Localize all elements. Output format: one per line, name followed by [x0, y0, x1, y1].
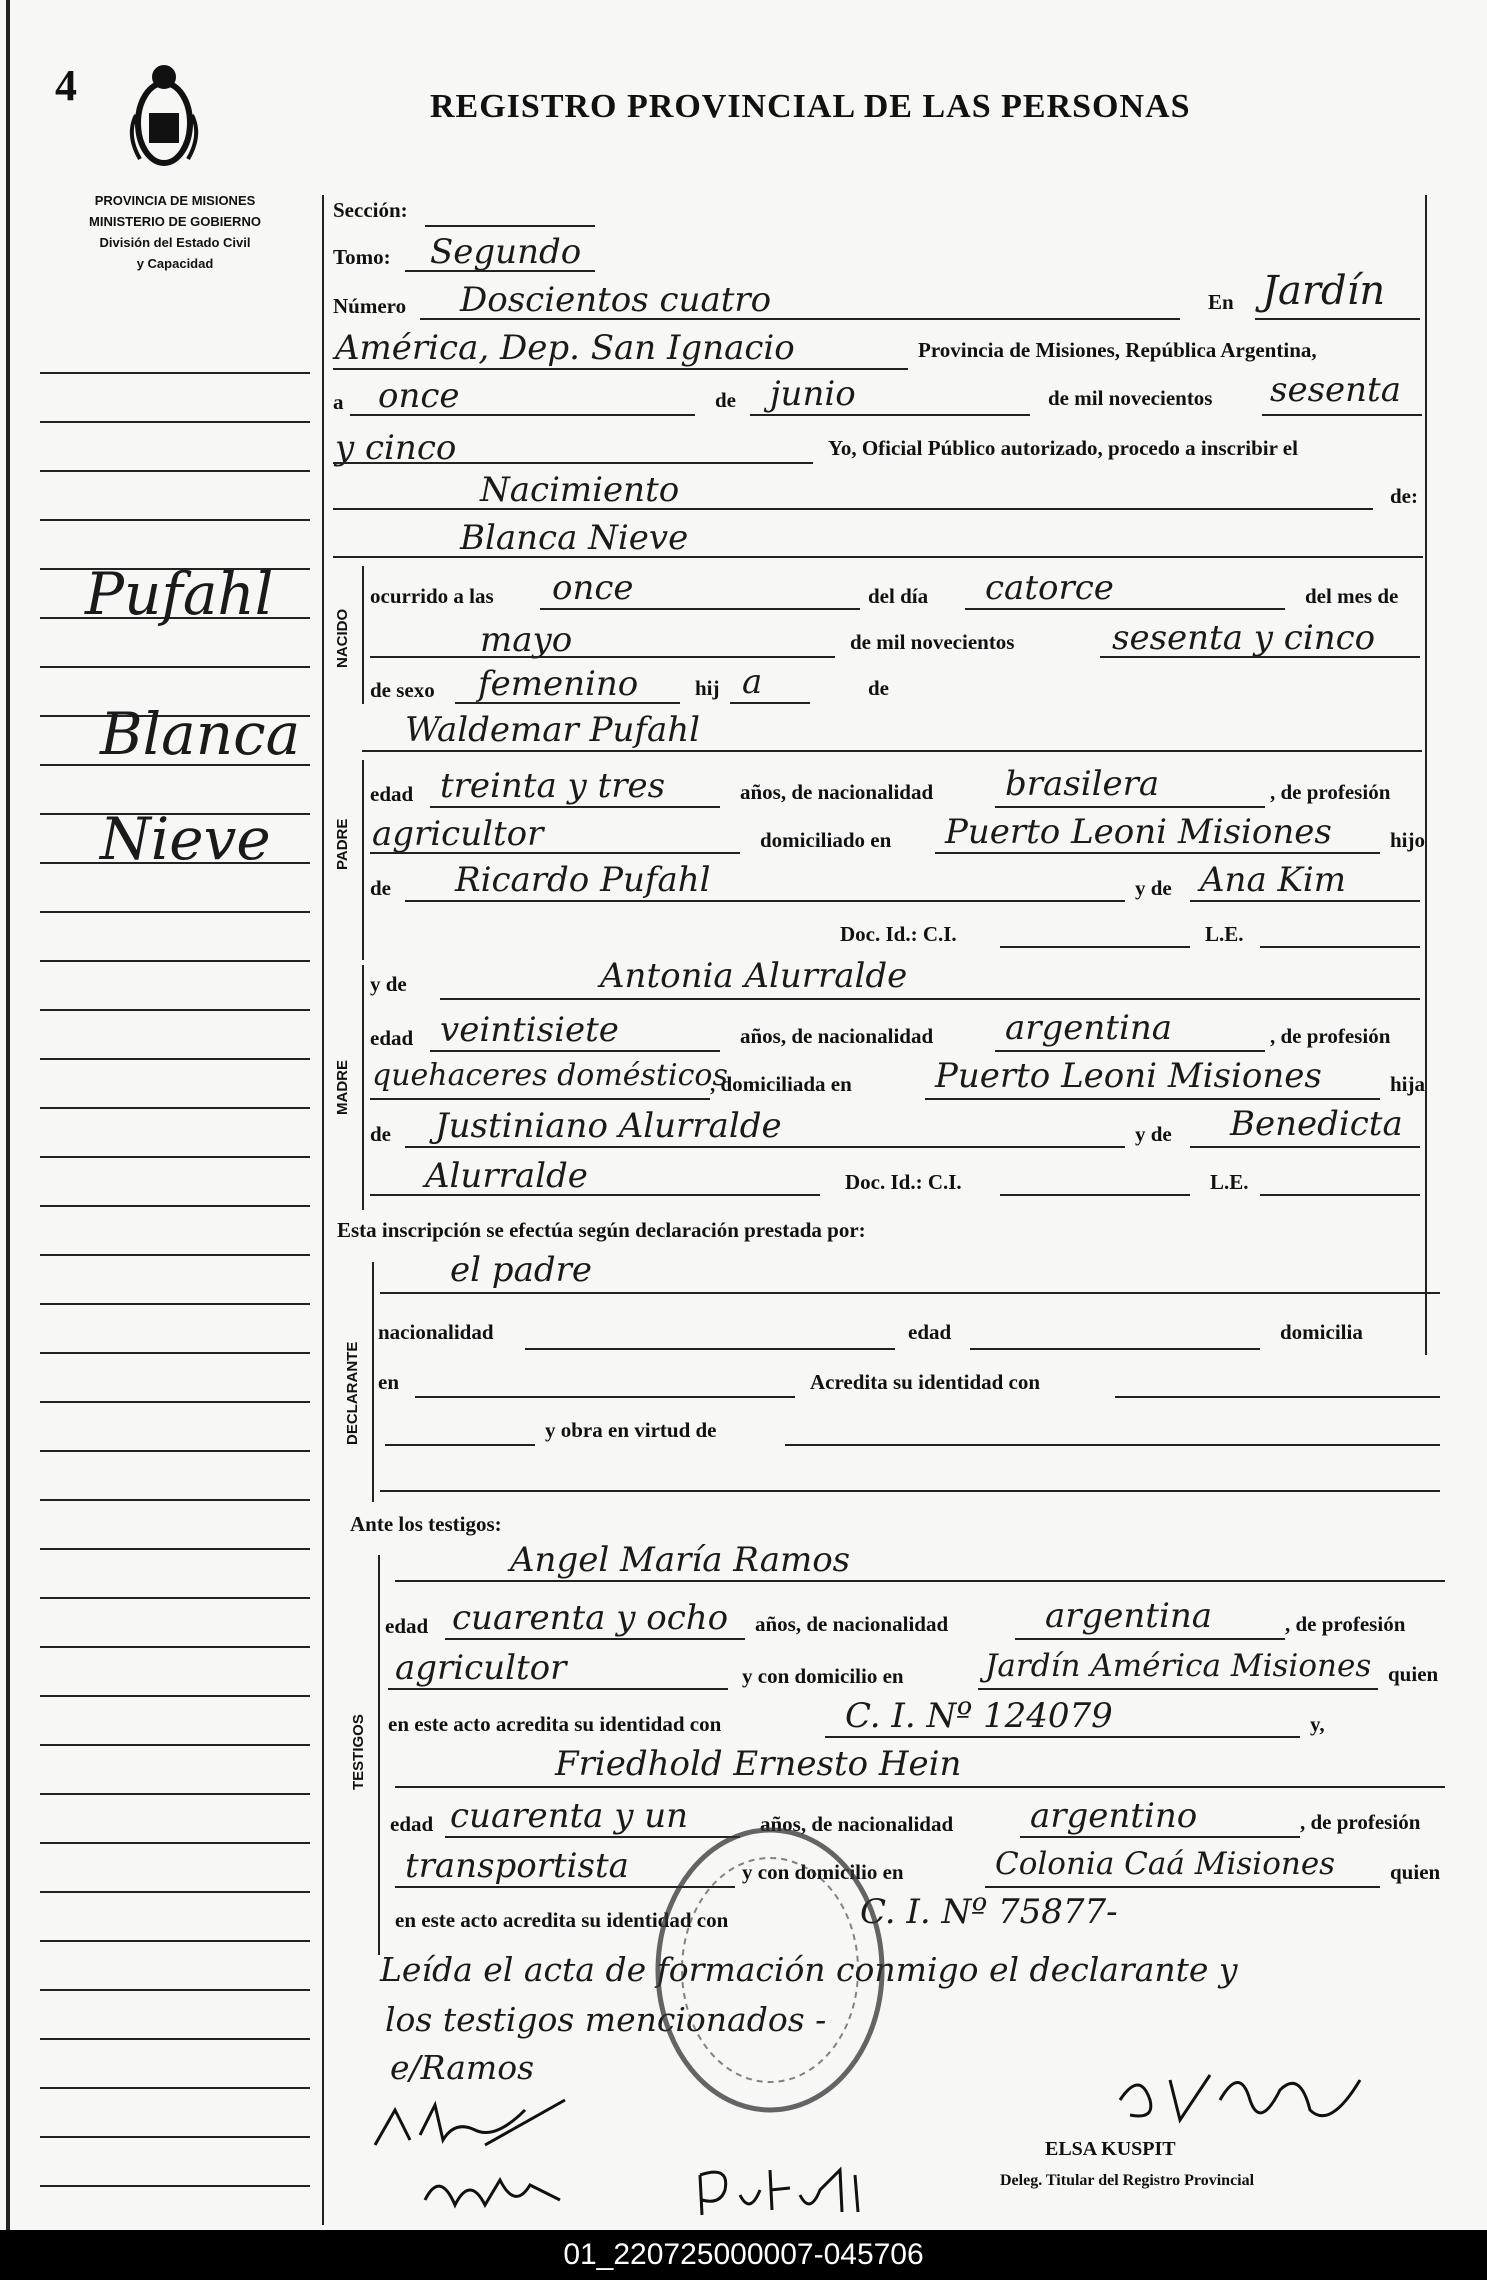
sidebar-second-name: Nieve [100, 805, 271, 873]
de-colon-label: de: [1390, 484, 1418, 508]
sidebar-rule-line [40, 1548, 310, 1550]
sidebar-rule-line [40, 2185, 310, 2187]
sidebar-rule-line [40, 1646, 310, 1648]
madre-de-label: de [370, 1122, 391, 1146]
declarante-acredita-line [1115, 1396, 1440, 1398]
tomo-line [405, 270, 595, 272]
year-value-2: y cinco [335, 428, 457, 468]
madre-name-value: Antonia Alurralde [600, 956, 908, 996]
official-title: Deleg. Titular del Registro Provincial [1000, 2172, 1255, 2189]
madre-profesion-label: , de profesión [1270, 1024, 1391, 1048]
padre-edad-line [430, 806, 720, 808]
birth-month-line [370, 656, 835, 658]
madre-le-label: L.E. [1210, 1170, 1249, 1194]
w1-profesion-line [388, 1688, 728, 1690]
tomo-label: Tomo: [333, 245, 391, 269]
en-label: En [1208, 290, 1234, 314]
sidebar-rule-line [40, 1401, 310, 1403]
w1-domicilio-line [978, 1688, 1378, 1690]
sidebar-rule-line [40, 519, 310, 521]
w1-profesion-value: agricultor [395, 1648, 567, 1688]
sidebar-rule-line [40, 1450, 310, 1452]
act-type-line [333, 508, 1373, 510]
numero-value: Doscientos cuatro [460, 280, 772, 320]
declarante-intro: Esta inscripción se efectúa según declaración prestada por: [337, 1218, 866, 1242]
w2-profesion-label: , de profesión [1300, 1810, 1421, 1834]
birth-hour-value: once [552, 568, 634, 608]
madre-le-line [1260, 1194, 1420, 1196]
w2-domicilio-label: y con domicilio en [742, 1860, 904, 1884]
numero-line [420, 318, 1180, 320]
signature-ramos [365, 2090, 585, 2160]
sidebar-rule-line [40, 1205, 310, 1207]
year-value-1: sesenta [1270, 370, 1401, 410]
del-mes-label: del mes de [1305, 584, 1399, 608]
declarante-en-line [415, 1396, 795, 1398]
act-type-value: Nacimiento [480, 470, 680, 510]
madre-doc-line [1000, 1194, 1190, 1196]
madre-edad-value: veintisiete [440, 1010, 619, 1050]
padre-mother-value: Ana Kim [1200, 860, 1347, 900]
testigos-section-label: TESTIGOS [350, 1714, 367, 1790]
nacido-section-label: NACIDO [334, 608, 351, 668]
w1-quien-label: quien [1388, 1662, 1439, 1686]
madre-edad-line [430, 1050, 720, 1052]
madre-profesion-value: quehaceres domésticos [372, 1058, 728, 1093]
image-id-footer: 01_220725000007-045706 [0, 2230, 1487, 2280]
padre-edad-value: treinta y tres [440, 766, 666, 806]
org-division: División del Estado Civil [99, 235, 251, 250]
declarante-acredita-label: Acredita su identidad con [810, 1370, 1041, 1394]
birth-year-label: de mil novecientos [850, 630, 1015, 654]
w1-nacionalidad-line [1015, 1638, 1285, 1640]
sidebar-rule-line [40, 1303, 310, 1305]
left-page-edge [6, 0, 10, 2230]
padre-bracket [362, 760, 364, 960]
w2-name-line [395, 1786, 1445, 1788]
org-province: PROVINCIA DE MISIONES [94, 193, 256, 208]
place-value-2: América, Dep. San Ignacio [335, 328, 795, 368]
padre-profesion-line [370, 852, 740, 854]
w2-nacionalidad-label: años, de nacionalidad [760, 1812, 954, 1836]
sidebar-rule-line [40, 2038, 310, 2040]
sidebar-rule-line [40, 1499, 310, 1501]
month-value: junio [770, 374, 856, 414]
place-value-1: Jardín [1262, 268, 1386, 314]
person-name-line [333, 556, 1423, 558]
hij-line [730, 702, 810, 704]
sidebar-rule-line [40, 2136, 310, 2138]
declarante-en-label: en [378, 1370, 399, 1394]
sidebar-first-name: Blanca [100, 700, 301, 768]
sidebar-rule-line [40, 1156, 310, 1158]
declarante-domicilio-label: domicilia [1280, 1320, 1363, 1344]
padre-nacionalidad-label: años, de nacionalidad [740, 780, 934, 804]
w1-edad-value: cuarenta y ocho [452, 1598, 729, 1638]
w1-name-line [395, 1580, 1445, 1582]
sidebar-rule-line [40, 1352, 310, 1354]
coat-of-arms-emblem [122, 55, 206, 175]
w1-domicilio-value: Jardín América Misiones [985, 1648, 1372, 1684]
closing-line-1: Leída el acta de formación conmigo el declarante y [380, 1950, 1238, 1989]
madre-domicilio-line [925, 1098, 1380, 1100]
declarante-nacionalidad-label: nacionalidad [378, 1320, 494, 1344]
madre-y-de-label2: y de [1135, 1122, 1172, 1146]
w1-edad-label: edad [385, 1614, 429, 1638]
testigos-bracket [378, 1555, 380, 1955]
madre-mother-value-1: Benedicta [1230, 1104, 1403, 1144]
padre-domicilio-label: domiciliado en [760, 828, 892, 852]
w2-nacionalidad-value: argentino [1030, 1796, 1198, 1836]
numero-label: Número [333, 294, 407, 318]
w1-nacionalidad-value: argentina [1045, 1596, 1213, 1636]
madre-mother-value-2: Alurralde [425, 1156, 588, 1196]
sidebar-rule-line [40, 1254, 310, 1256]
signature-official [1110, 2060, 1380, 2140]
padre-de-label: de [370, 876, 391, 900]
hij-label: hij [695, 676, 720, 700]
w2-quien-label: quien [1390, 1860, 1441, 1884]
org-capacity: y Capacidad [136, 256, 214, 271]
padre-le-line [1260, 946, 1420, 948]
madre-nacionalidad-label: años, de nacionalidad [740, 1024, 934, 1048]
w2-domicilio-value: Colonia Caá Misiones [995, 1846, 1336, 1882]
declarante-obra-line [785, 1444, 1440, 1446]
w2-profesion-value: transportista [405, 1846, 629, 1886]
declarante-nacionalidad-line [525, 1348, 895, 1350]
w1-nacionalidad-label: años, de nacionalidad [755, 1612, 949, 1636]
w1-name-value: Angel María Ramos [510, 1540, 851, 1580]
declarante-name-line [380, 1292, 1440, 1294]
sidebar-rule-line [40, 1009, 310, 1011]
sexo-label: de sexo [370, 678, 435, 702]
w1-profesion-label: , de profesión [1285, 1612, 1406, 1636]
sidebar-rule-line [40, 911, 310, 913]
sidebar-rule-line [40, 1989, 310, 1991]
madre-edad-label: edad [370, 1026, 414, 1050]
padre-doc-line [1000, 946, 1190, 948]
sexo-value: femenino [478, 664, 639, 704]
w2-edad-value: cuarenta y un [450, 1796, 689, 1836]
day-line [350, 414, 695, 416]
w1-id-value: C. I. Nº 124079 [845, 1696, 1113, 1736]
declarante-section-label: DECLARANTE [344, 1341, 361, 1445]
padre-domicilio-line [935, 852, 1380, 854]
sidebar-rule-line [40, 666, 310, 668]
padre-name-line [362, 750, 1422, 752]
w1-edad-line [445, 1638, 745, 1640]
padre-doc-label: Doc. Id.: C.I. [840, 922, 957, 946]
madre-domicilio-label: , domiciliada en [710, 1072, 852, 1096]
declarante-bracket [372, 1262, 374, 1502]
seccion-label: Sección: [333, 198, 408, 222]
padre-y-de-label: y de [1135, 876, 1172, 900]
w2-name-value: Friedhold Ernesto Hein [555, 1744, 962, 1784]
signature-pufahl [690, 2160, 880, 2220]
w2-nacionalidad-line [1020, 1836, 1300, 1838]
sidebar-rule-line [40, 1940, 310, 1942]
padre-domicilio-value: Puerto Leoni Misiones [945, 812, 1332, 852]
padre-profesion-label: , de profesión [1270, 780, 1391, 804]
sidebar-rule-line [40, 1744, 310, 1746]
madre-mother2-line [370, 1194, 820, 1196]
de-label: de [715, 388, 736, 412]
padre-profesion-value: agricultor [372, 814, 544, 854]
tomo-value: Segundo [430, 232, 582, 272]
place-line-2 [333, 368, 908, 370]
birth-month-value: mayo [480, 620, 573, 660]
madre-mother-line [1190, 1146, 1420, 1148]
sidebar-rule-line [40, 421, 310, 423]
declarante-obra-pre-line [385, 1444, 535, 1446]
w1-y-label: y, [1310, 1712, 1325, 1736]
madre-bracket [362, 965, 364, 1210]
org-ministry: MINISTERIO DE GOBIERNO [89, 214, 261, 229]
madre-hija-label: hija [1390, 1072, 1426, 1096]
declarante-name-value: el padre [450, 1250, 592, 1290]
official-seal-stamp [650, 1820, 890, 2120]
sidebar-rule-line [40, 960, 310, 962]
sidebar-rule-line [40, 1842, 310, 1844]
a-label: a [333, 390, 344, 414]
padre-father-line [405, 900, 1125, 902]
testigos-intro: Ante los testigos: [350, 1512, 502, 1536]
madre-name-line [440, 998, 1420, 1000]
declarante-obra-label: y obra en virtud de [545, 1418, 717, 1442]
birth-hour-line [540, 608, 860, 610]
nacido-de-label: de [868, 676, 889, 700]
madre-y-de-label: y de [370, 972, 407, 996]
declarante-edad-label: edad [908, 1320, 952, 1344]
padre-hijo-label: hijo [1390, 828, 1426, 852]
padre-edad-label: edad [370, 782, 414, 806]
province-text: Provincia de Misiones, República Argentina, [918, 338, 1317, 362]
padre-nacionalidad-line [995, 806, 1265, 808]
padre-mother-line [1190, 900, 1420, 902]
nacido-bracket [362, 566, 364, 704]
w1-acredita-label: en este acto acredita su identidad con [388, 1712, 722, 1736]
padre-name-value: Waldemar Pufahl [405, 710, 700, 750]
birth-day-line [965, 608, 1285, 610]
madre-nacionalidad-value: argentina [1005, 1008, 1173, 1048]
birth-year-value: sesenta y cinco [1112, 618, 1376, 658]
w2-acredita-label: en este acto acredita su identidad con [395, 1908, 729, 1932]
w2-id-value: C. I. Nº 75877- [860, 1892, 1118, 1932]
padre-le-label: L.E. [1205, 922, 1244, 946]
sidebar-rule-line [40, 1107, 310, 1109]
year-line-1 [1262, 414, 1422, 416]
official-text: Yo, Oficial Público autorizado, procedo a inscribir el [828, 436, 1298, 460]
sidebar-divider [322, 195, 324, 2225]
place-line-1 [1255, 318, 1420, 320]
year-line-2 [333, 462, 813, 464]
sidebar-rule-line [40, 1695, 310, 1697]
w1-domicilio-label: y con domicilio en [742, 1664, 904, 1688]
declarante-edad-line [970, 1348, 1260, 1350]
form-right-border [1425, 195, 1427, 1355]
madre-nacionalidad-line [995, 1050, 1265, 1052]
sidebar-rule-line [40, 2087, 310, 2089]
madre-father-value: Justiniano Alurralde [435, 1106, 782, 1146]
hij-value: a [742, 662, 763, 702]
del-dia-label: del día [868, 584, 929, 608]
padre-section-label: PADRE [334, 818, 351, 870]
w2-domicilio-line [985, 1886, 1380, 1888]
madre-father-line [405, 1146, 1125, 1148]
sidebar-rule-line [40, 1891, 310, 1893]
madre-profesion-line [370, 1098, 710, 1100]
issuing-organization [40, 190, 310, 274]
sexo-line [455, 702, 680, 704]
sidebar-rule-line [40, 470, 310, 472]
declarante-extra-line [380, 1490, 1440, 1492]
signature-hein [420, 2160, 580, 2220]
person-name-value: Blanca Nieve [460, 518, 689, 558]
sidebar-rule-line [40, 1793, 310, 1795]
page-title: REGISTRO PROVINCIAL DE LAS PERSONAS [430, 88, 1191, 125]
closing-line-2: los testigos mencionados - [385, 2000, 827, 2039]
sidebar-surname: Pufahl [85, 560, 274, 628]
official-name: ELSA KUSPIT [1045, 2138, 1176, 2160]
padre-father-value: Ricardo Pufahl [455, 860, 711, 900]
seccion-line [425, 225, 595, 227]
madre-doc-label: Doc. Id.: C.I. [845, 1170, 962, 1194]
madre-section-label: MADRE [334, 1060, 351, 1115]
w2-edad-label: edad [390, 1812, 434, 1836]
sidebar-rule-line [40, 1597, 310, 1599]
padre-nacionalidad-value: brasilera [1005, 764, 1160, 804]
madre-domicilio-value: Puerto Leoni Misiones [935, 1056, 1322, 1096]
closing-line-3: e/Ramos [390, 2048, 535, 2087]
sidebar-rule-line [40, 1058, 310, 1060]
birth-year-line [1100, 656, 1420, 658]
day-value: once [378, 376, 460, 416]
w1-id-line [825, 1736, 1300, 1738]
year-label: de mil novecientos [1048, 386, 1213, 410]
ocurrido-label: ocurrido a las [370, 584, 494, 608]
birth-day-value: catorce [985, 568, 1114, 608]
month-line [750, 414, 1030, 416]
sidebar-rule-line [40, 372, 310, 374]
page-number: 4 [55, 61, 77, 110]
